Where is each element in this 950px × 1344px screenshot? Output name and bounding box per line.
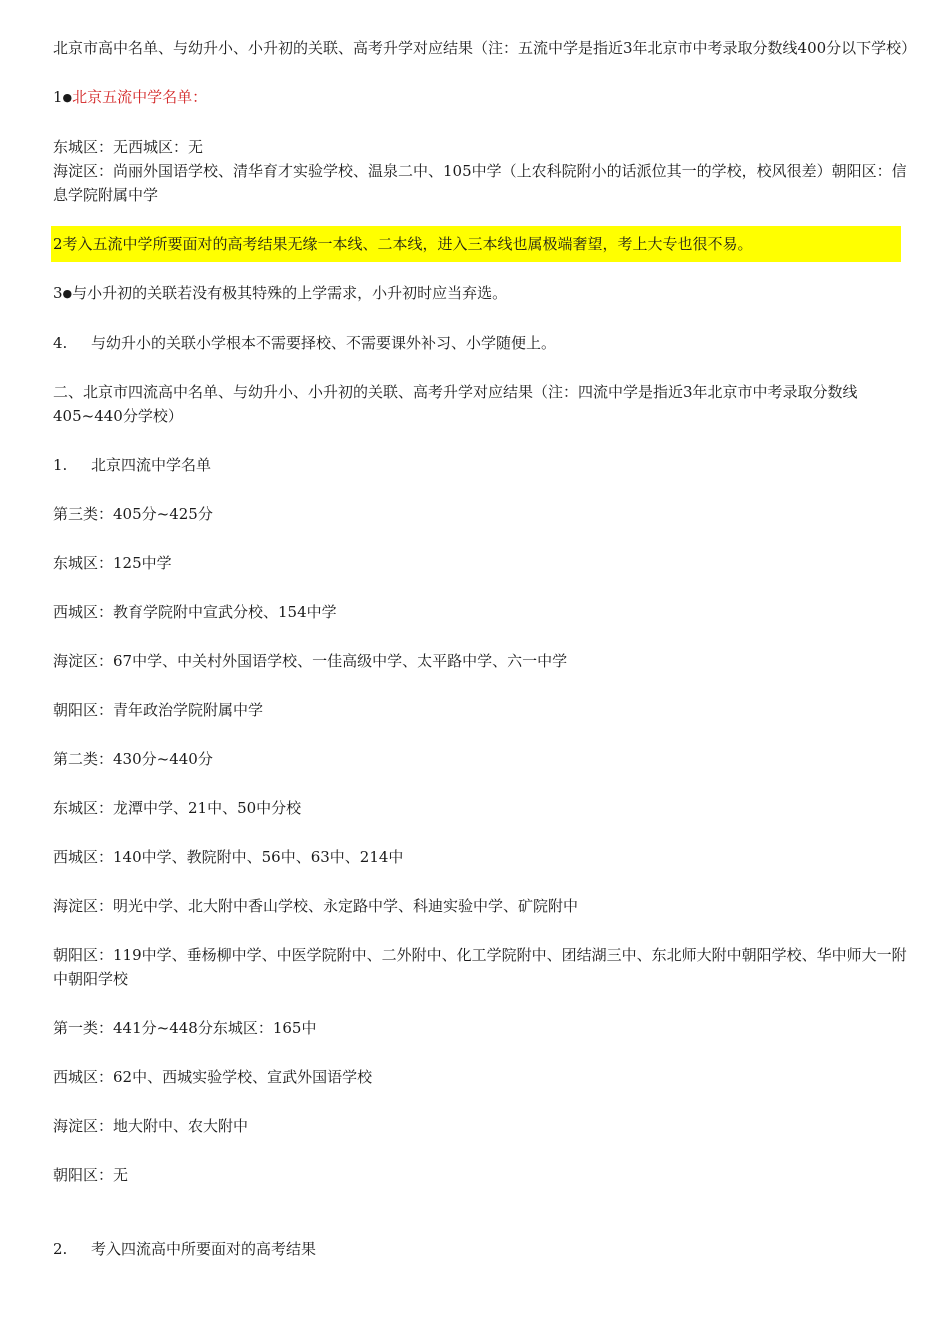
final-heading-number: 2. bbox=[53, 1240, 68, 1258]
section-1-title: 北京五流中学名单： bbox=[72, 88, 208, 106]
section-2-highlight bbox=[53, 226, 913, 262]
final-heading bbox=[53, 1237, 913, 1261]
list-line: 西城区：62中、西城实验学校、宣武外国语学校 bbox=[53, 1068, 373, 1086]
section-1-number: 1 bbox=[53, 88, 63, 106]
list-heading-text: 北京四流中学名单 bbox=[91, 456, 212, 474]
list-line: 第二类：430分~440分 bbox=[53, 750, 213, 768]
list-heading-number: 1. bbox=[53, 456, 68, 474]
section-3-text: 与小升初的关联若没有极其特殊的上学需求，小升初时应当弃选。 bbox=[72, 284, 508, 302]
section-1-line-2: 海淀区：尚丽外国语学校、清华育才实验学校、温泉二中、105中学（上农科院附小的话派位其一的学校，校风很差）朝阳区：信息学院附属中学 bbox=[53, 162, 907, 204]
list-line: 朝阳区：119中学、垂杨柳中学、中医学院附中、二外附中、化工学院附中、团结湖三中、东北师大附中朝阳学校、华中师大一附中朝阳学校 bbox=[53, 946, 907, 988]
part-2-intro: 二、北京市四流高中名单、与幼升小、小升初的关联、高考升学对应结果（注：四流中学是指近3年北京市中考录取分数线405~440分学校） bbox=[53, 383, 858, 425]
list-line: 朝阳区：无 bbox=[53, 1166, 129, 1184]
section-4-text: 与幼升小的关联小学根本不需要择校、不需要课外补习、小学随便上。 bbox=[91, 334, 557, 352]
list-line: 西城区：教育学院附中宣武分校、154中学 bbox=[53, 603, 337, 621]
list-line: 第三类：405分~425分 bbox=[53, 505, 213, 523]
section-3-number: 3 bbox=[53, 284, 63, 302]
section-4-paragraph bbox=[53, 331, 913, 355]
list-line: 海淀区：67中学、中关村外国语学校、一佳高级中学、太平路中学、六一中学 bbox=[53, 652, 568, 670]
list-line: 第一类：441分~448分东城区：165中 bbox=[53, 1019, 317, 1037]
bullet-icon: ● bbox=[62, 91, 73, 104]
intro-paragraph: 北京市高中名单、与幼升小、小升初的关联、高考升学对应结果（注：五流中学是指近3年北京市中考录取分数线400分以下学校） bbox=[53, 39, 917, 57]
section-3-paragraph bbox=[53, 281, 913, 306]
bullet-icon: ● bbox=[62, 287, 73, 300]
section-4-number: 4. bbox=[53, 334, 68, 352]
section-1-heading bbox=[53, 85, 913, 110]
list-heading bbox=[53, 453, 913, 477]
final-heading-text: 考入四流高中所要面对的高考结果 bbox=[91, 1240, 317, 1258]
highlighted-text: 2考入五流中学所要面对的高考结果无缘一本线、二本线，进入三本线也属极端奢望，考上大专也很不易。 bbox=[51, 226, 901, 262]
list-line: 西城区：140中学、教院附中、56中、63中、214中 bbox=[53, 848, 404, 866]
list-line: 朝阳区：青年政治学院附属中学 bbox=[53, 701, 264, 719]
list-line: 东城区：125中学 bbox=[53, 554, 172, 572]
list-line: 海淀区：明光中学、北大附中香山学校、永定路中学、科迪实验中学、矿院附中 bbox=[53, 897, 579, 915]
list-line: 海淀区：地大附中、农大附中 bbox=[53, 1117, 249, 1135]
list-line: 东城区：龙潭中学、21中、50中分校 bbox=[53, 799, 302, 817]
section-1-line-1: 东城区：无西城区：无 bbox=[53, 138, 204, 156]
document-page bbox=[53, 36, 917, 1286]
